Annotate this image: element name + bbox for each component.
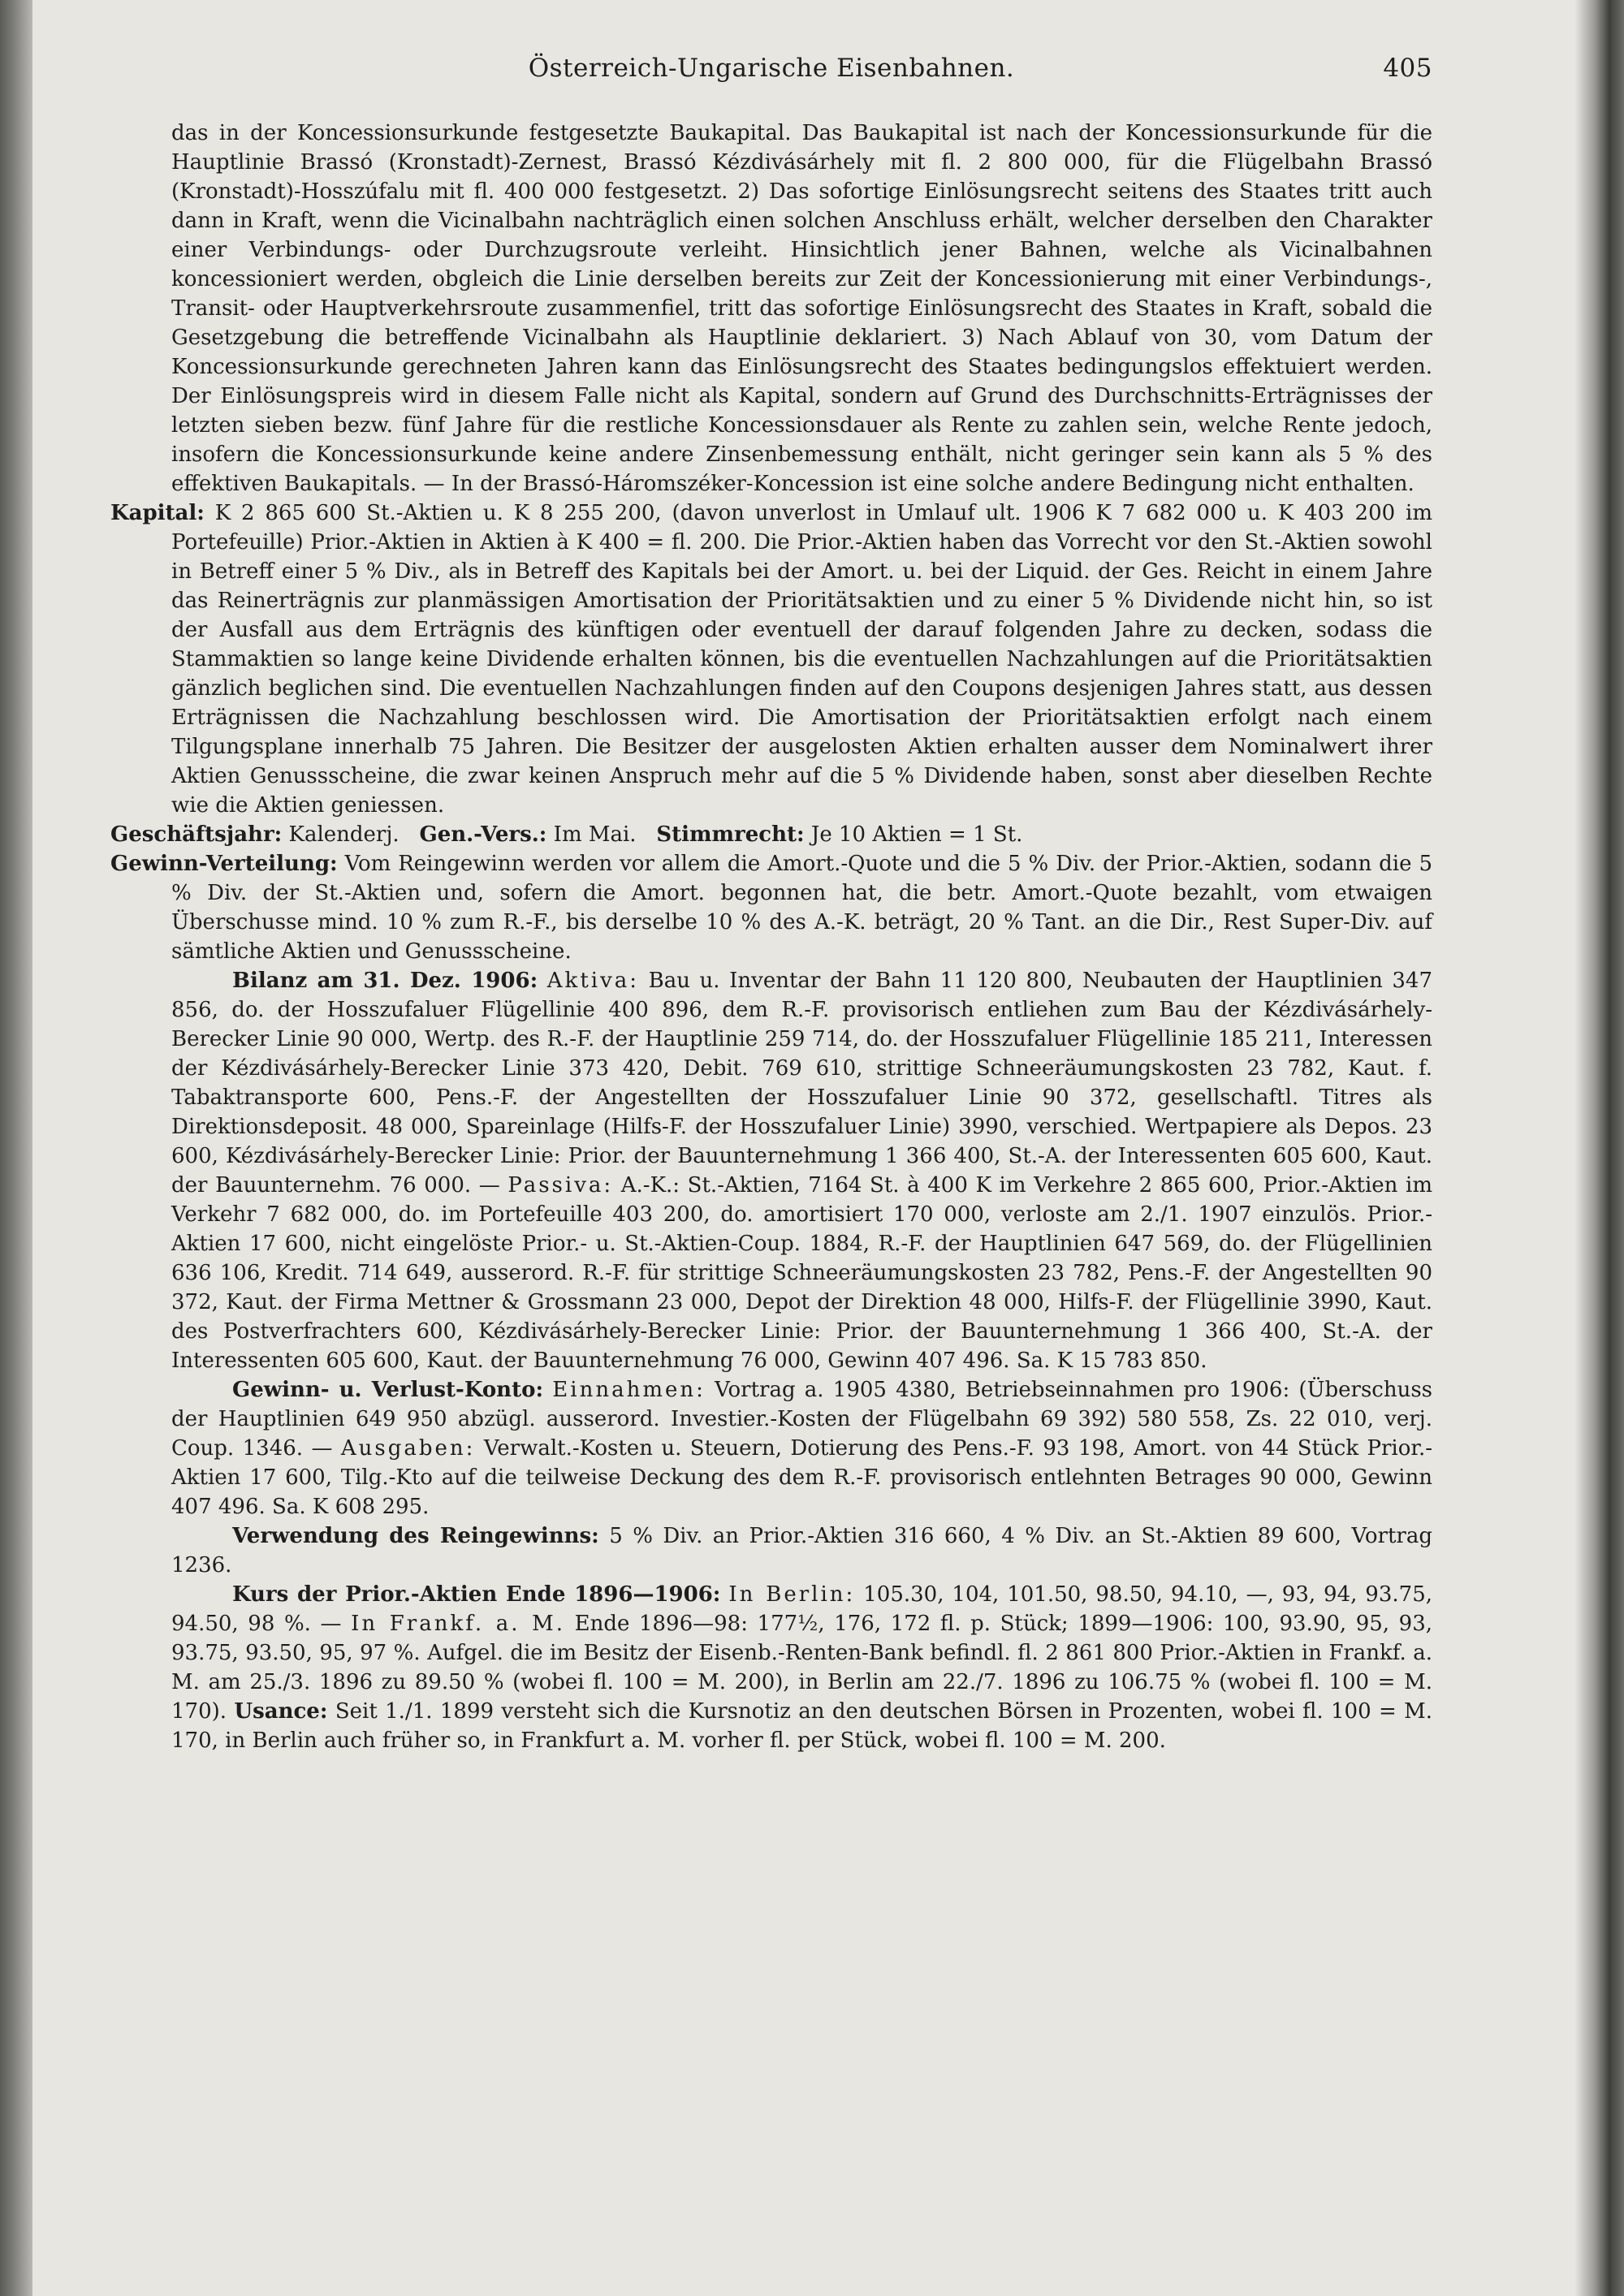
gewinn-verteilung-text: Vom Reingewinn werden vor allem die Amort.-Quote und die 5 % Div. der Prior.-Aktien, sodann die 5 % Div. der St.-Aktien und, sofern die Amort. begonnen hat, die betr. Amort.-Quote bezahlt, vom etwaigen Überschusse mind. 10 % zum R.-F., bis derselbe 10 % des A.-K. beträgt, 20 % Tant. an die Dir., Rest Super-Div. auf sämtliche Aktien und Genussscheine. [171, 852, 1432, 964]
bilanz-label: Bilanz am 31. Dez. 1906: [232, 969, 538, 993]
geschaeftsjahr-text: Kalenderj. [288, 822, 400, 847]
running-header [110, 54, 1432, 94]
bilanz-passiva-text: A.-K.: St.-Aktien, 7164 St. à 400 K im Verkehre 2 865 600, Prior.-Aktien im Verkehr 7 682 000, do. im Portefeuille 403 200, do. amortisiert 170 000, verloste am 2./1. 1907 einzulös. Prior.-Aktien 17 600, nicht eingelöste Prior.- u. St.-Aktien-Coup. 1884, R.-F. der Hauptlinien 647 569, do. der Flügellinien 636 106, Kredit. 714 649, ausserord. R.-F. für strittige Schneeräumungskosten 23 782, Pens.-F. der Angestellten 90 372, Kaut. der Firma Mettner & Grossmann 23 000, Depot der Direktion 48 000, Hilfs-F. der Flügellinie 3990, Kaut. des Postverfrachters 600, Kézdivásárhely-Berecker Linie: Prior. der Bauunternehmung 1 366 400, St.-A. der Interessenten 605 600, Kaut. der Bauunternehmung 76 000, Gewinn 407 496. Sa. K 15 783 850. [171, 1173, 1432, 1373]
document-page [110, 54, 1432, 1755]
verwendung-label: Verwendung des Reingewinns: [232, 1524, 599, 1548]
aktiva-label: Aktiva: [546, 969, 640, 993]
verwendung-text: 5 % Div. an Prior.-Aktien 316 660, 4 % Div. an St.-Aktien 89 600, Vortrag 1236. [171, 1524, 1432, 1577]
kapital-label: Kapital: [110, 501, 205, 525]
ausgaben-label: Ausgaben: [340, 1436, 476, 1461]
usance-text: Seit 1./1. 1899 versteht sich die Kursnotiz an den deutschen Börsen in Prozenten, wobei fl. 100 = M. 170, in Berlin auch früher so, in Frankfurt a. M. vorher fl. per Stück, wobei fl. 100 = M. 200. [171, 1699, 1432, 1753]
geschaeftsjahr-label: Geschäftsjahr: [110, 822, 283, 847]
bilanz-aktiva-text: Bau u. Inventar der Bahn 11 120 800, Neubauten der Hauptlinien 347 856, do. der Hosszufaluer Flügellinie 400 896, dem R.-F. provisorisch entliehen zum Bau der Kézdivásárhely-Berecker Linie 90 000, Wertp. des R.-F. der Hauptlinie 259 714, do. der Hosszufaluer Flügellinie 185 211, Interessen der Kézdivásárhely-Berecker Linie 373 420, Debit. 769 610, strittige Schneeräumungskosten 23 782, Kaut. f. Tabaktransporte 600, Pens.-F. der Angestellten der Hosszufaluer Linie 90 372, gesellschaftl. Titres als Direktionsdeposit. 48 000, Spareinlage (Hilfs-F. der Hosszufaluer Linie) 3990, verschied. Wertpapiere als Depos. 23 600, Kézdivásárhely-Berecker Linie: Prior. der Bauunternehmung 1 366 400, St.-A. der Interessenten 605 600, Kaut. der Bauunternehm. 76 000. — [171, 969, 1433, 1198]
meta-line [110, 820, 1432, 849]
kurs-label: Kurs der Prior.-Aktien Ende 1896—1906: [232, 1582, 721, 1607]
passiva-label: Passiva: [508, 1173, 614, 1198]
bilanz-paragraph [110, 966, 1432, 1375]
ausgaben-text: Verwalt.-Kosten u. Steuern, Dotierung des Pens.-F. 93 198, Amort. von 44 Stück Prior.-Aktien 17 600, Tilg.-Kto auf die teilweise Deckung des dem R.-F. provisorisch entlehnten Betrages 90 000, Gewinn 407 496. Sa. K 608 295. [171, 1436, 1433, 1519]
gewinn-verteilung-paragraph [110, 849, 1432, 966]
intro-paragraph: das in der Koncessionsurkunde festgesetzte Baukapital. Das Baukapital ist nach der Koncessionsurkunde für die Hauptlinie Brassó (Kronstadt)-Zernest, Brassó Kézdivásárhely mit fl. 2 800 000, für die Flügelbahn Brassó (Kronstadt)-Hosszúfalu mit fl. 400 000 festgesetzt. 2) Das sofortige Einlösungsrecht seitens des Staates tritt auch dann in Kraft, wenn die Vicinalbahn nachträglich einen solchen Anschluss erhält, welcher derselben den Charakter einer Verbindungs- oder Durchzugsroute verleiht. Hinsichtlich jener Bahnen, welche als Vicinalbahnen koncessioniert werden, obgleich die Linie derselben bereits zur Zeit der Koncessionierung mit einer Verbindungs-, Transit- oder Hauptverkehrsroute zusammenfiel, tritt das sofortige Einlösungsrecht des Staates in Kraft, sobald die Gesetzgebung die betreffende Vicinalbahn als Hauptlinie deklariert. 3) Nach Ablauf von 30, vom Datum der Koncessionsurkunde gerechneten Jahren kann das Einlösungsrecht des Staates bedingungslos effektuiert werden. Der Einlösungspreis wird in diesem Falle nicht als Kapital, sondern auf Grund des Durchschnitts-Erträgnisses der letzten sieben bezw. fünf Jahre für die restliche Koncessionsdauer als Rente zu zahlen sein, welche Rente jedoch, insofern die Koncessionsurkunde keine andere Zinsenbemessung enthält, nicht geringer sein kann als 5 % des effektiven Baukapitals. — In der Brassó-Háromszéker-Koncession ist eine solche andere Bedingung nicht enthalten. [171, 121, 1432, 496]
frankfurt-label: In Frankf. a. M. [351, 1612, 565, 1636]
berlin-label: In Berlin: [728, 1582, 856, 1607]
kurs-frankfurt-text: Ende 1896—98: 177½, 176, 172 fl. p. Stück; 1899—1906: 100, 93.90, 95, 93, 93.75, 93.50, 95, 97 %. Aufgel. die im Besitz der Eisenb.-Renten-Bank befindl. fl. 2 861 800 Prior.-Aktien in Frankf. a. M. am 25./3. 1896 zu 89.50 % (wobei fl. 100 = M. 200), in Berlin am 22./7. 1896 zu 106.75 % (wobei fl. 100 = M. 170). [171, 1612, 1433, 1724]
gen-vers-label: Gen.-Vers.: [419, 822, 547, 847]
stimmrecht-text: Je 10 Aktien = 1 St. [810, 822, 1023, 847]
einnahmen-label: Einnahmen: [552, 1378, 706, 1402]
scan-binding-edge-left [0, 0, 32, 2296]
usance-label: Usance: [234, 1699, 328, 1724]
einnahmen-text: Vortrag a. 1905 4380, Betriebseinnahmen pro 1906: (Überschuss der Hauptlinien 649 950 abzügl. ausserord. Investier.-Kosten der Flügelbahn 69 392) 580 558, Zs. 22 010, verj. Coup. 1346. — [171, 1378, 1433, 1461]
page-number: 405 [1383, 54, 1432, 83]
gen-vers-text: Im Mai. [553, 822, 637, 847]
gewinn-verlust-paragraph [110, 1375, 1432, 1521]
scan-binding-edge-right [1575, 0, 1624, 2296]
gewinn-verlust-label: Gewinn- u. Verlust-Konto: [232, 1378, 544, 1402]
verwendung-paragraph [110, 1521, 1432, 1580]
page-title: Österreich-Ungarische Eisenbahnen. [528, 54, 1015, 83]
kapital-text: K 2 865 600 St.-Aktien u. K 8 255 200, (davon unverlost in Umlauf ult. 1906 K 7 682 000 u. K 403 200 im Portefeuille) Prior.-Aktien in Aktien à K 400 = fl. 200. Die Prior.-Aktien haben das Vorrecht vor den St.-Aktien sowohl in Betreff einer 5 % Div., als in Betreff des Kapitals bei der Amort. u. bei der Liquid. der Ges. Reicht in einem Jahre das Reinerträgnis zur planmässigen Amortisation der Prioritätsaktien und zu einer 5 % Dividende nicht hin, so ist der Ausfall aus dem Erträgnis des künftigen oder eventuell der darauf folgenden Jahre zu decken, sodass die Stammaktien so lange keine Dividende erhalten können, bis die eventuellen Nachzahlungen auf die Prioritätsaktien gänzlich beglichen sind. Die eventuellen Nachzahlungen finden auf den Coupons desjenigen Jahres statt, aus dessen Erträgnissen die Nachzahlung beschlossen wird. Die Amortisation der Prioritätsaktien erfolgt nach einem Tilgungsplane innerhalb 75 Jahren. Die Besitzer der ausgelosten Aktien erhalten ausser dem Nominalwert ihrer Aktien Genussscheine, die zwar keinen Anspruch mehr auf die 5 % Dividende haben, sonst aber dieselben Rechte wie die Aktien geniessen. [171, 501, 1432, 818]
gewinn-verteilung-label: Gewinn-Verteilung: [110, 852, 338, 876]
stimmrecht-label: Stimmrecht: [656, 822, 805, 847]
kurs-berlin-text: 105.30, 104, 101.50, 98.50, 94.10, —, 93, 94, 93.75, 94.50, 98 %. — [171, 1582, 1432, 1636]
kapital-paragraph [110, 498, 1432, 820]
kurs-paragraph [110, 1580, 1432, 1755]
